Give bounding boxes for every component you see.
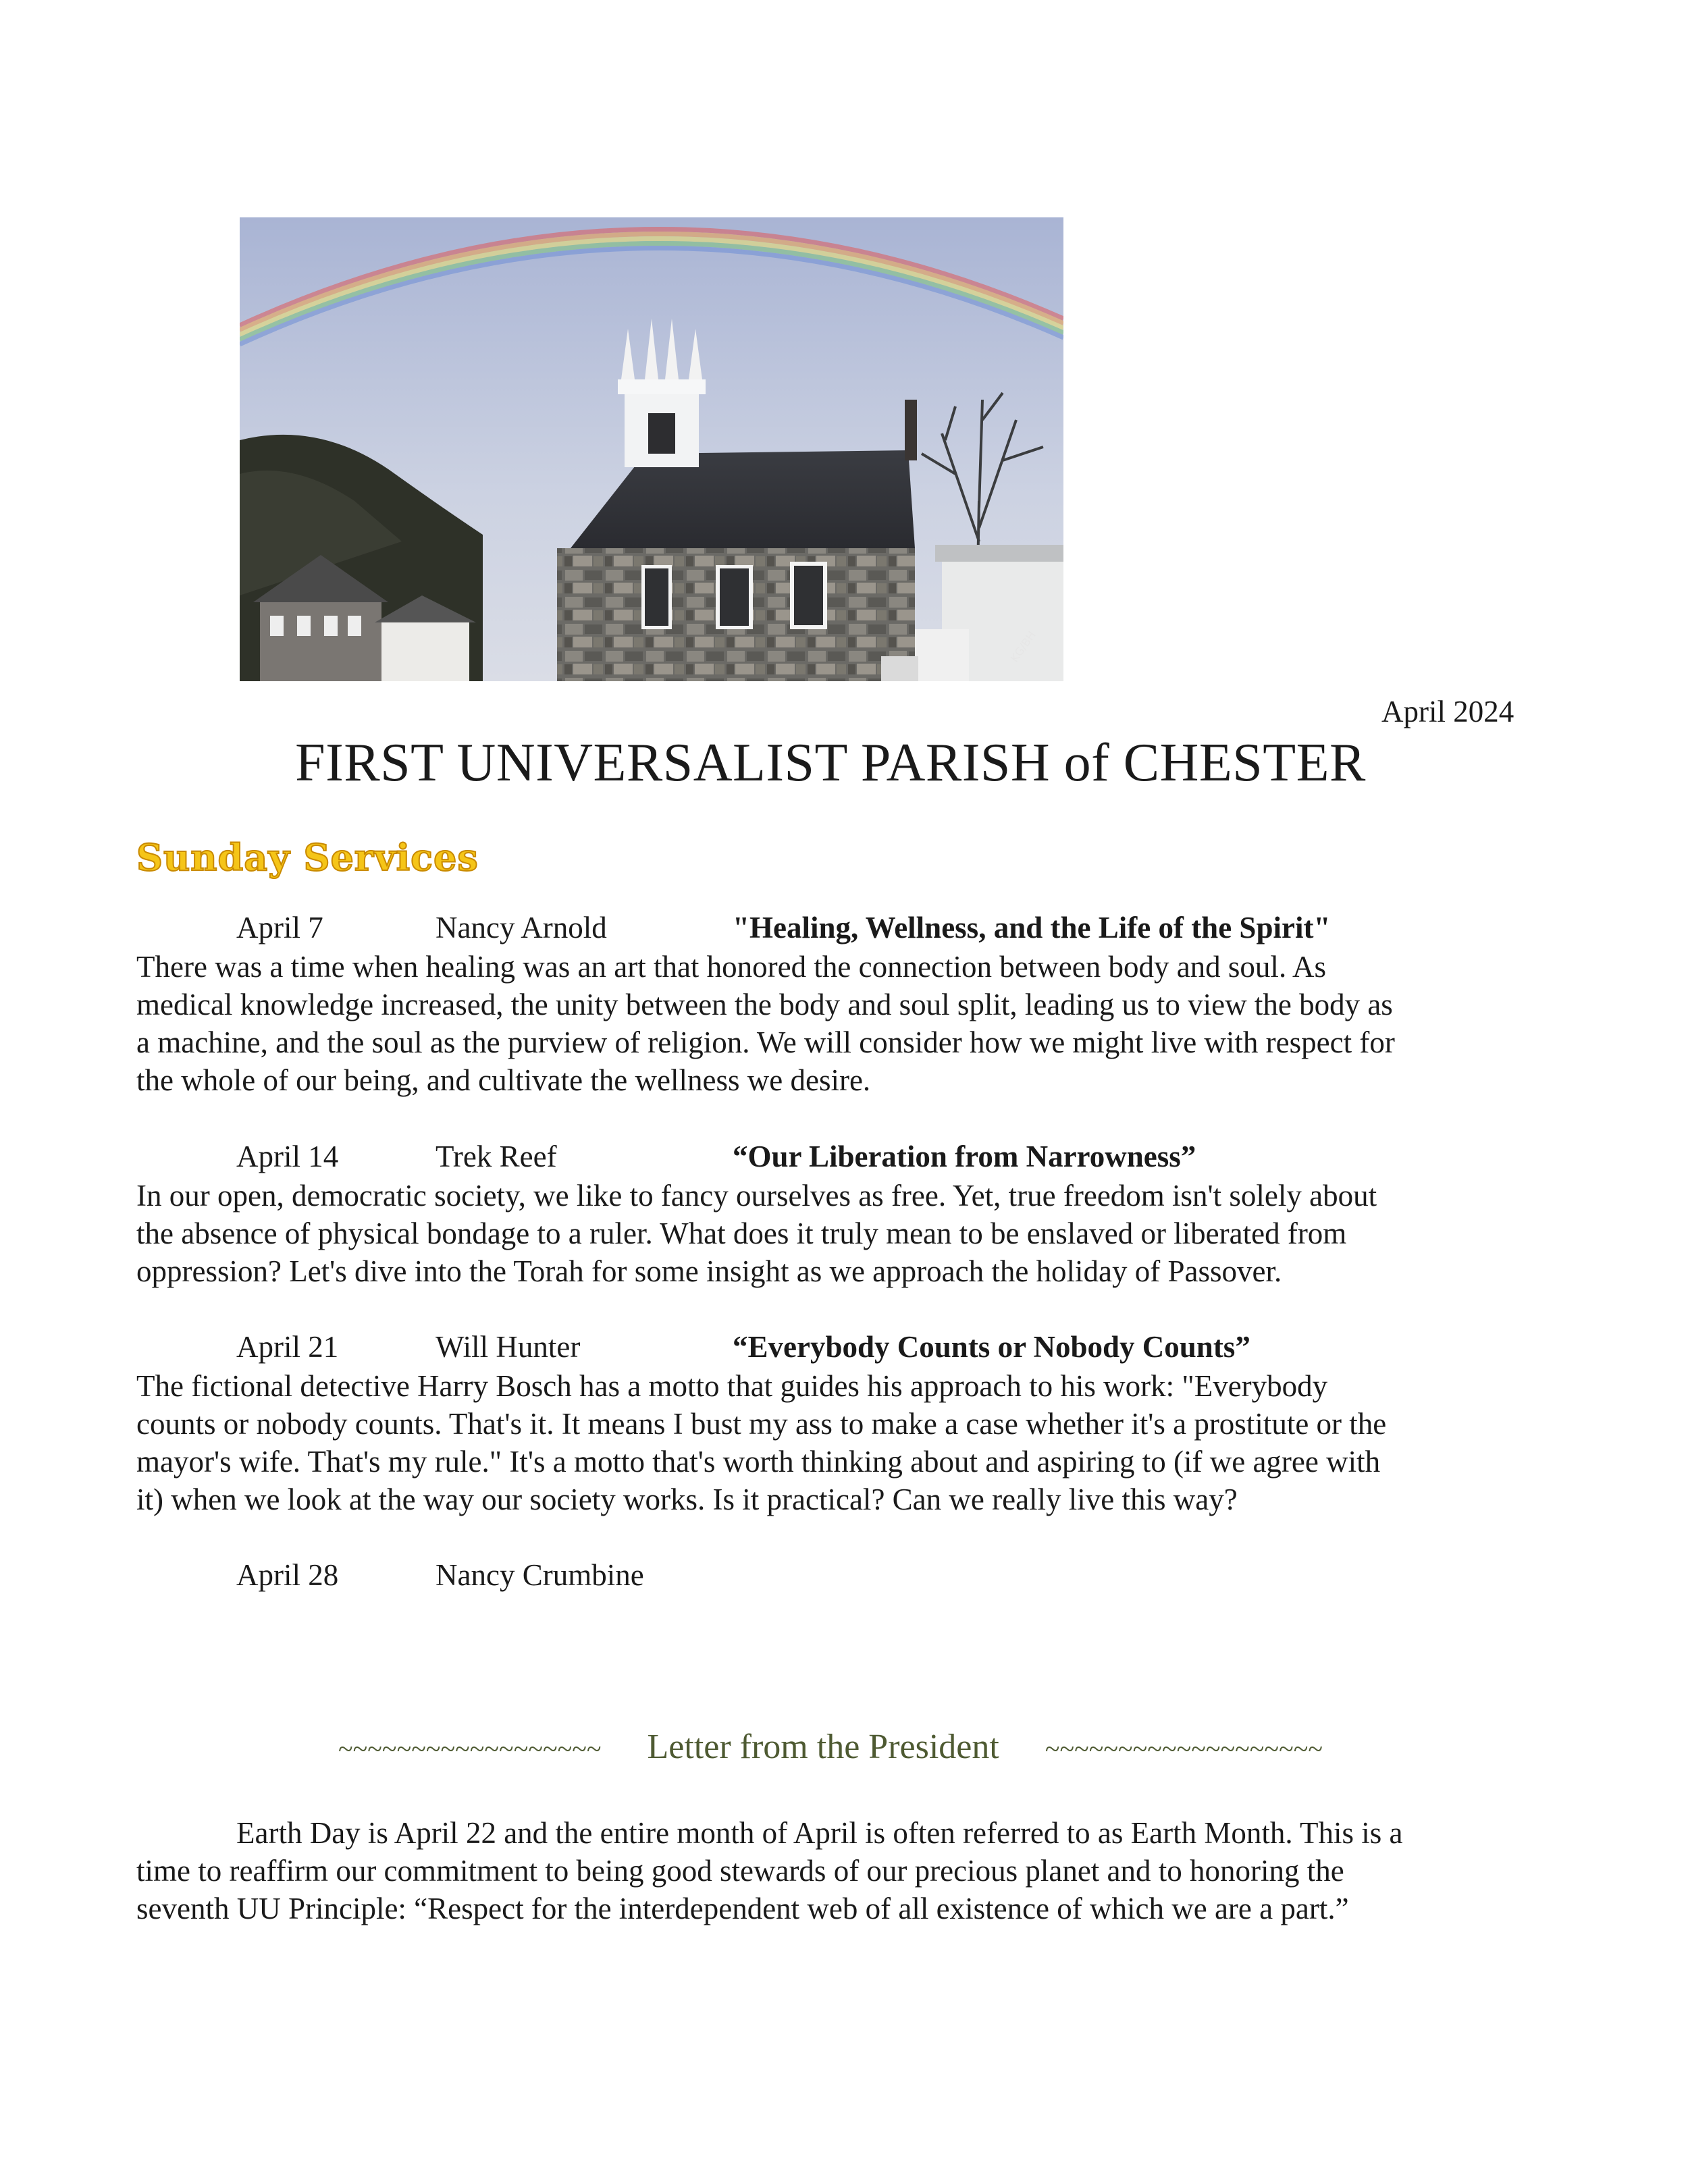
description-line: oppression? Let's dive into the Torah for some insight as we approach the holiday of Passover. <box>136 1254 1282 1288</box>
letter-line: Earth Day is April 22 and the entire month of April is often referred to as Earth Month. This is a <box>236 1816 1403 1850</box>
service-description-april-21 <box>136 1367 1527 1518</box>
letter-body <box>136 1814 1527 1927</box>
service-heading-april-7 <box>0 910 1688 948</box>
letter-line: seventh UU Principle: “Respect for the interdependent web of all existence of which we are a part.” <box>136 1892 1349 1925</box>
service-speaker: Nancy Arnold <box>436 911 607 944</box>
service-date: April 7 <box>236 911 323 944</box>
letter-line: time to reaffirm our commitment to being good stewards of our precious planet and to honoring the <box>136 1854 1344 1888</box>
description-line: The fictional detective Harry Bosch has a motto that guides his approach to his work: "Everybody <box>136 1369 1328 1403</box>
service-heading-april-14 <box>0 1139 1688 1177</box>
service-description-april-14 <box>136 1177 1527 1290</box>
service-speaker: Trek Reef <box>436 1140 557 1173</box>
church-rainbow-photo <box>240 217 1063 681</box>
section-title-sunday-services: Sunday Services <box>136 836 479 879</box>
description-line: the whole of our being, and cultivate the wellness we desire. <box>136 1063 871 1097</box>
service-title: “Our Liberation from Narrowness” <box>733 1140 1196 1173</box>
description-line: the absence of physical bondage to a ruler. What does it truly mean to be enslaved or liberated from <box>136 1217 1347 1250</box>
letter-section-divider <box>0 1727 1661 1767</box>
service-date: April 21 <box>236 1330 339 1364</box>
tilde-ornament-right: ~~~~~~~~~~~~~~~~~~~ <box>1045 1734 1323 1764</box>
masthead-title: FIRST UNIVERSALIST PARISH of CHESTER <box>295 733 1366 793</box>
service-date: April 28 <box>236 1558 339 1592</box>
description-line: There was a time when healing was an art that honored the connection between body and soul. As <box>136 950 1326 984</box>
service-description-april-7 <box>136 948 1527 1099</box>
service-heading-april-28 <box>0 1557 1688 1595</box>
service-speaker: Nancy Crumbine <box>436 1558 644 1592</box>
issue-date: April 2024 <box>1381 695 1514 728</box>
description-line: a machine, and the soul as the purview of religion. We will consider how we might live with respect for <box>136 1026 1395 1059</box>
description-line: mayor's wife. That's my rule." It's a motto that's worth thinking about and aspiring to (if we agree with <box>136 1445 1381 1479</box>
description-line: medical knowledge increased, the unity between the body and soul split, leading us to view the body as <box>136 988 1393 1021</box>
tilde-ornament-left: ~~~~~~~~~~~~~~~~~~ <box>338 1734 602 1764</box>
service-title: “Everybody Counts or Nobody Counts” <box>733 1330 1250 1364</box>
photo-signature: KG/BH <box>1007 629 1038 665</box>
service-heading-april-21 <box>0 1329 1688 1367</box>
letter-title: Letter from the President <box>647 1728 999 1766</box>
description-line: In our open, democratic society, we like to fancy ourselves as free. Yet, true freedom isn't solely about <box>136 1179 1377 1213</box>
service-speaker: Will Hunter <box>436 1330 581 1364</box>
description-line: it) when we look at the way our society works. Is it practical? Can we really live this way? <box>136 1483 1238 1516</box>
description-line: counts or nobody counts. That's it. It means I bust my ass to make a case whether it's a prostitute or the <box>136 1407 1387 1441</box>
service-date: April 14 <box>236 1140 339 1173</box>
service-title: "Healing, Wellness, and the Life of the Spirit" <box>733 911 1331 944</box>
